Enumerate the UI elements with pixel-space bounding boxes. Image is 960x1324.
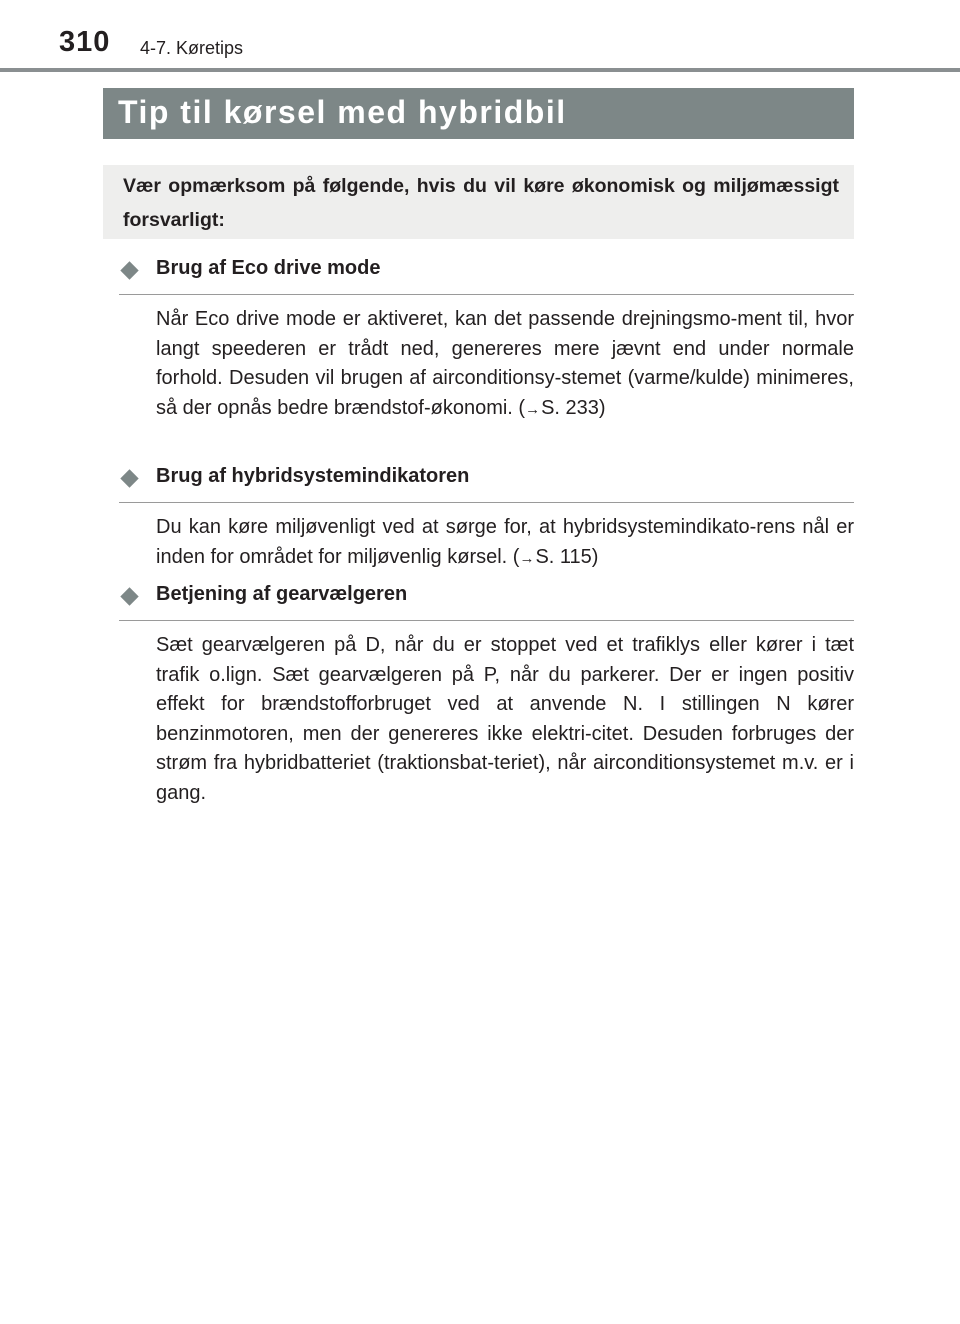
arrow-right-icon: →: [525, 400, 541, 418]
section-hybrid-indicator: [119, 464, 854, 573]
page-reference-link[interactable]: S. 115): [535, 545, 599, 568]
diamond-icon: [120, 261, 138, 279]
section-title: Brug af hybridsystemindikatoren: [156, 465, 470, 487]
section-heading: [119, 464, 854, 503]
section-body: [156, 513, 854, 573]
section-label: 4-7. Køretips: [140, 38, 244, 58]
section-heading: [119, 582, 854, 621]
title-bar: [103, 88, 854, 139]
body-text: Du kan køre miljøvenligt ved at sørge for, at hybridsystemindikato-rens nål er inden for området for miljøvenlig kørsel. (: [156, 516, 854, 568]
page-number: 310: [59, 26, 111, 58]
body-text: Sæt gearvælgeren på D, når du er stoppet ved et trafiklys eller kører i tæt trafik o.lign. Sæt gearvælgeren på P, når du parkerer. Der er ingen positiv effekt for brændstofforbruget ved at anvende N. I stillingen N kører benzinmotoren, men der genereres ikke elektri-citet. Desuden forbruges der strøm fra hybridbatteriet (traktionsbat-teriet), når airconditionsystemet m.v. er i gang.: [156, 634, 854, 804]
section-body: [156, 631, 854, 808]
page-reference-link[interactable]: S. 233): [541, 396, 606, 419]
section-heading: [119, 256, 854, 295]
body-text: Når Eco drive mode er aktiveret, kan det passende drejningsmo-ment til, hvor langt speederen er trådt ned, genereres mere jævnt end under normale forhold. Desuden vil brugen af airconditionsy-stemet (varme/kulde) minimeres, så der opnås bedre brændstof-økonomi. (: [156, 308, 854, 419]
header-divider: [0, 68, 960, 72]
intro-box: [103, 165, 854, 239]
diamond-icon: [120, 587, 138, 605]
section-body: [156, 305, 854, 424]
section-title: Brug af Eco drive mode: [156, 257, 381, 279]
section-title: Betjening af gearvælgeren: [156, 583, 408, 605]
section-gear-selector: [119, 582, 854, 808]
intro-text: Vær opmærksom på følgende, hvis du vil køre økonomisk og miljømæssigt forsvarligt:: [123, 175, 839, 231]
diamond-icon: [120, 469, 138, 487]
page-title: Tip til kørsel med hybridbil: [118, 94, 567, 130]
arrow-right-icon: →: [519, 549, 535, 567]
section-eco-drive: [119, 256, 854, 424]
